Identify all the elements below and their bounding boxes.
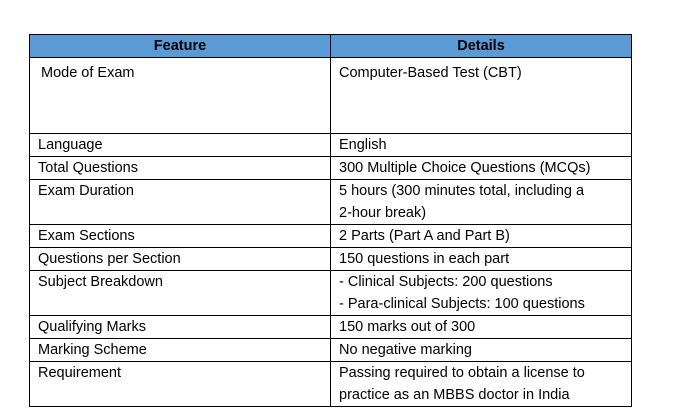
details-cell [331,316,632,339]
details-line: 150 questions in each part [339,251,510,267]
table-row [30,316,632,339]
details-cell [331,271,632,316]
details-cell [331,180,632,225]
feature-cell: Language [30,134,331,157]
details-line: - Clinical Subjects: 200 questions [339,274,553,290]
feature-cell: Qualifying Marks [30,316,331,339]
table-row [30,271,632,316]
table-row [30,339,632,362]
details-cell [331,362,632,407]
table-row [30,248,632,271]
details-cell [331,248,632,271]
feature-cell: Marking Scheme [30,339,331,362]
details-line: No negative marking [339,342,472,358]
header-details: Details [331,35,632,58]
table-header-row [30,35,632,58]
feature-cell: Exam Duration [30,180,331,225]
details-line: Computer-Based Test (CBT) [339,65,522,81]
details-line: practice as an MBBS doctor in India [339,387,570,403]
details-cell [331,225,632,248]
feature-cell: Requirement [30,362,331,407]
table-row [30,134,632,157]
feature-cell: Questions per Section [30,248,331,271]
details-cell [331,157,632,180]
details-cell [331,134,632,157]
details-cell [331,58,632,134]
table-row [30,157,632,180]
table-row [30,180,632,225]
header-feature: Feature [30,35,331,58]
table-row [30,58,632,134]
feature-cell: Total Questions [30,157,331,180]
feature-cell: Subject Breakdown [30,271,331,316]
table-row [30,362,632,407]
feature-cell: Mode of Exam [30,58,331,134]
details-line: 150 marks out of 300 [339,319,476,335]
table-row [30,225,632,248]
details-line: - Para-clinical Subjects: 100 questions [339,296,585,312]
details-cell [331,339,632,362]
details-line: 2 Parts (Part A and Part B) [339,228,510,244]
feature-cell: Exam Sections [30,225,331,248]
details-line: 2-hour break) [339,205,427,221]
exam-info-table [29,34,632,407]
details-line: English [339,137,387,153]
details-line: Passing required to obtain a license to [339,365,585,381]
details-line: 300 Multiple Choice Questions (MCQs) [339,160,591,176]
details-line: 5 hours (300 minutes total, including a [339,183,585,199]
